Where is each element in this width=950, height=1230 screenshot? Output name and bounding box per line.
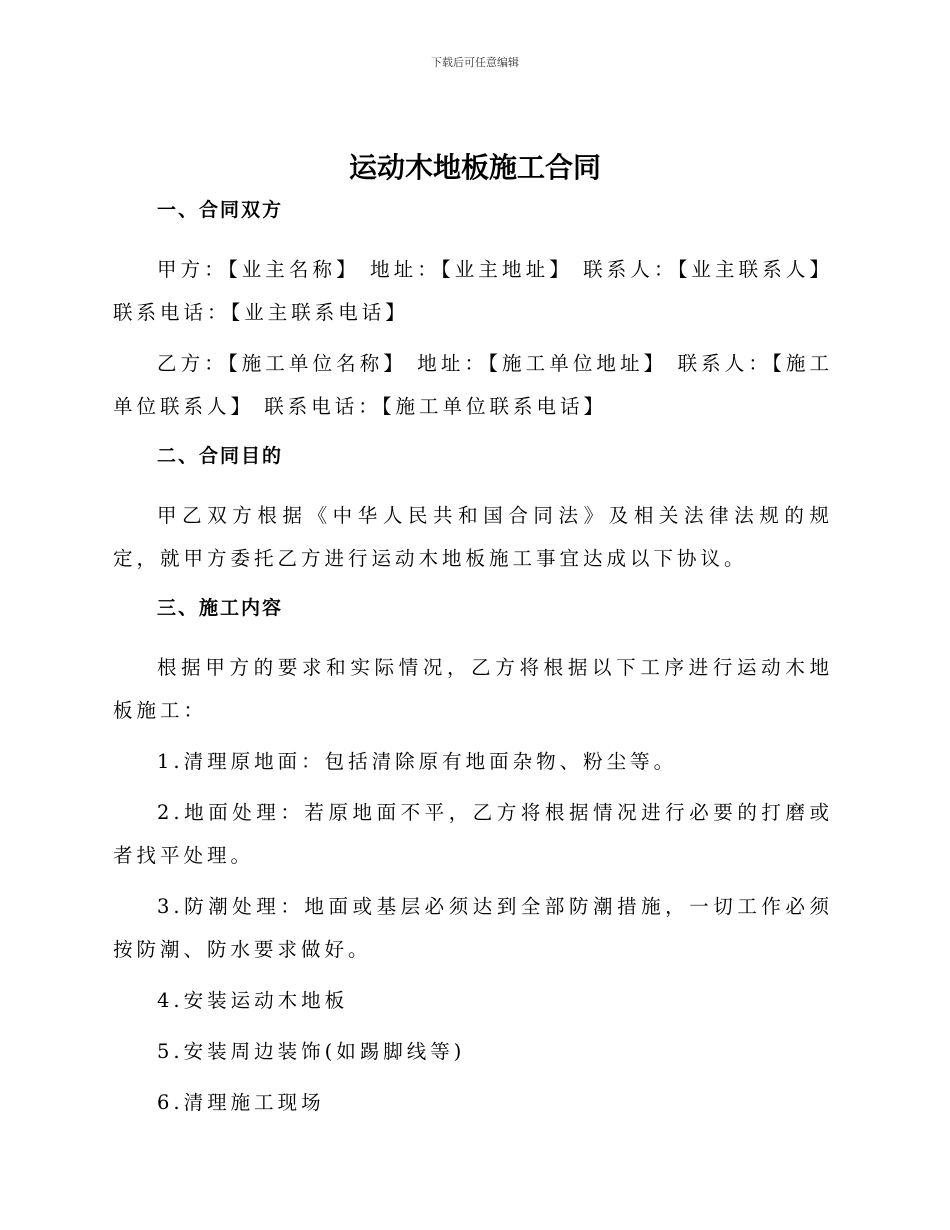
section-3-heading: 三、施工内容 bbox=[157, 597, 284, 619]
list-item: 2.地面处理：若原地面不平，乙方将根据情况进行必要的打磨或者找平处理。 bbox=[113, 801, 833, 867]
section-1-heading: 一、合同双方 bbox=[157, 199, 284, 221]
list-item: 1.清理原地面：包括清除原有地面杂物、粉尘等。 bbox=[157, 750, 678, 773]
purpose-paragraph: 甲乙双方根据《中华人民共和国合同法》及相关法律法规的规定，就甲方委托乙方进行运动木地板施工事宜达成以下协议。 bbox=[113, 504, 833, 570]
party-a-paragraph: 甲方：【业主名称】 地址：【业主地址】 联系人：【业主联系人】 联系电话：【业主联系电话】 bbox=[113, 258, 833, 324]
header-note: 下载后可任意编辑 bbox=[431, 56, 519, 69]
list-item: 6.清理施工现场 bbox=[157, 1091, 325, 1114]
content-intro-paragraph: 根据甲方的要求和实际情况，乙方将根据以下工序进行运动木地板施工： bbox=[113, 656, 833, 722]
list-item: 3.防潮处理：地面或基层必须达到全部防潮措施，一切工作必须按防潮、防水要求做好。 bbox=[113, 895, 833, 961]
list-item: 5.安装周边装饰(如踢脚线等) bbox=[157, 1040, 466, 1063]
document-title: 运动木地板施工合同 bbox=[348, 151, 601, 184]
section-2-heading: 二、合同目的 bbox=[157, 445, 284, 467]
party-b-paragraph: 乙方：【施工单位名称】 地址：【施工单位地址】 联系人：【施工单位联系人】 联系电话：【施工单位联系电话】 bbox=[113, 352, 833, 418]
list-item: 4.安装运动木地板 bbox=[157, 989, 349, 1012]
document-body bbox=[113, 196, 833, 1132]
